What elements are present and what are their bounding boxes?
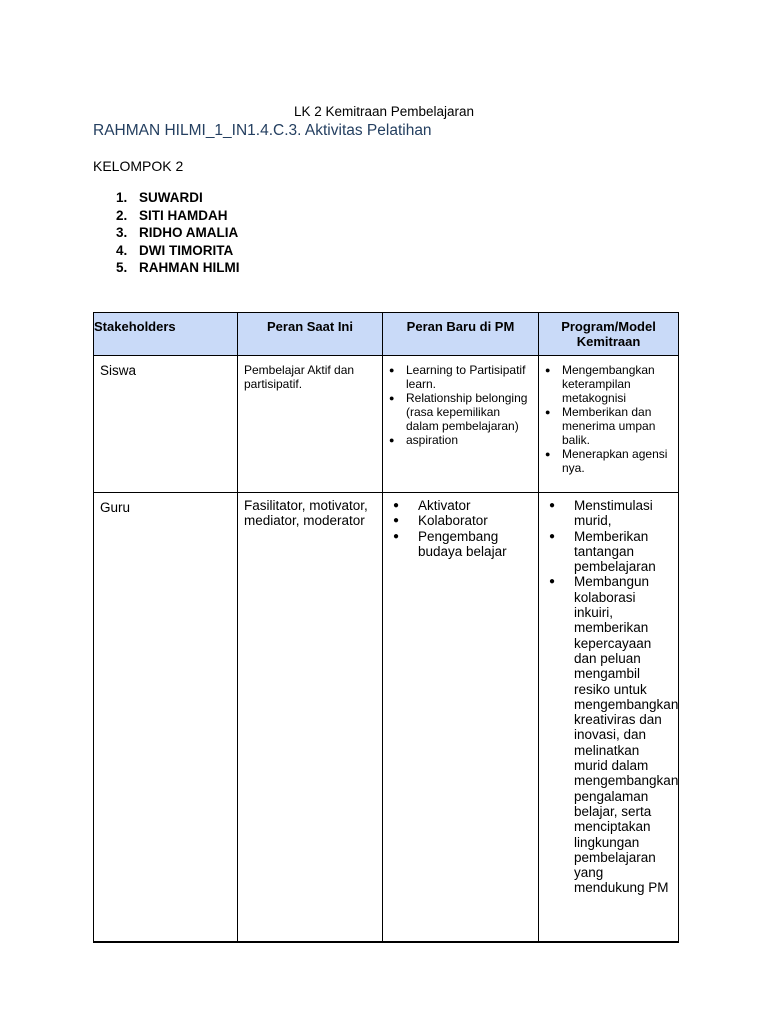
bullet-icon: ● bbox=[389, 365, 395, 375]
list-item-text: aspiration bbox=[406, 433, 459, 447]
bullet-icon: ● bbox=[393, 500, 400, 511]
program-list bbox=[545, 363, 672, 475]
member-name: SUWARDI bbox=[139, 190, 203, 205]
group-label: KELOMPOK 2 bbox=[93, 158, 184, 174]
new-role-cell bbox=[383, 356, 539, 493]
document-subtitle: RAHMAN HILMI_1_IN1.4.C.3. Aktivitas Pelatihan bbox=[93, 122, 432, 139]
member-list bbox=[116, 189, 240, 277]
document-title: LK 2 Kemitraan Pembelajaran bbox=[293, 104, 475, 119]
new-role-cell bbox=[383, 493, 539, 943]
current-role-cell: Pembelajar Aktif dan partisipatif. bbox=[238, 356, 383, 493]
list-item bbox=[389, 498, 532, 513]
member-number: 3. bbox=[116, 225, 128, 241]
list-item bbox=[389, 433, 532, 447]
program-cell bbox=[539, 493, 679, 943]
bullet-icon: ● bbox=[549, 500, 556, 511]
list-item bbox=[389, 529, 532, 560]
new-role-list bbox=[389, 498, 532, 559]
current-role-cell: Fasilitator, motivator, mediator, moderator bbox=[238, 493, 383, 943]
list-item bbox=[545, 405, 672, 447]
stakeholder-cell: Guru bbox=[94, 493, 238, 943]
list-item bbox=[389, 513, 532, 528]
partnership-table bbox=[93, 312, 679, 943]
program-list bbox=[545, 498, 679, 896]
list-item-text: Pengembang budaya belajar bbox=[418, 528, 507, 559]
list-item bbox=[389, 391, 532, 433]
bullet-icon: ● bbox=[393, 530, 400, 542]
list-item-text: Kolaborator bbox=[418, 513, 488, 529]
member-number: 5. bbox=[116, 260, 128, 276]
table-row bbox=[94, 493, 679, 943]
list-item-text: Learning to Partisipatif learn. bbox=[406, 363, 526, 391]
member-item bbox=[116, 207, 240, 225]
member-number: 1. bbox=[116, 190, 128, 205]
list-item-text: Memberikan dan menerima umpan balik. bbox=[562, 405, 656, 447]
member-name: SITI HAMDAH bbox=[139, 207, 228, 223]
header-current-role: Peran Saat Ini bbox=[238, 313, 383, 356]
list-item bbox=[545, 363, 672, 405]
list-item-text: Memberikan tantangan pembelajaran bbox=[574, 528, 656, 575]
program-cell bbox=[539, 356, 679, 493]
member-name: RAHMAN HILMI bbox=[139, 260, 240, 276]
member-name: RIDHO AMALIA bbox=[139, 225, 239, 241]
stakeholder-cell: Siswa bbox=[94, 356, 238, 493]
list-item-text: Menstimulasi murid, bbox=[574, 498, 653, 529]
list-item-text: Relationship belonging (rasa kepemilikan dalam pembelajaran) bbox=[406, 391, 528, 433]
member-item bbox=[116, 259, 240, 277]
table-header-row bbox=[94, 313, 679, 356]
list-item bbox=[545, 574, 679, 896]
list-item-text: Mengembangkan keterampilan metakognisi bbox=[562, 363, 655, 405]
list-item-text: Menerapkan agensi nya. bbox=[562, 447, 668, 475]
member-item bbox=[116, 242, 240, 260]
bullet-icon: ● bbox=[545, 365, 551, 375]
list-item bbox=[545, 529, 672, 575]
table-row bbox=[94, 356, 679, 493]
list-item-text: Membangun kolaborasi inkuiri, memberikan kepercayaan dan peluan mengambil resiko untuk mengembangkan kreativiras dan inovasi, dan melinatkan murid dalam mengembangkan pengalaman belajar, serta menciptakan lingkungan pembelajaran yang mendukung PM bbox=[574, 574, 679, 896]
list-item bbox=[545, 498, 672, 529]
header-stakeholders: Stakeholders bbox=[94, 313, 238, 356]
member-name: DWI TIMORITA bbox=[139, 242, 234, 258]
header-program: Program/Model Kemitraan bbox=[539, 313, 679, 356]
bullet-icon: ● bbox=[549, 530, 556, 542]
member-number: 4. bbox=[116, 242, 128, 258]
bullet-icon: ● bbox=[393, 515, 400, 527]
list-item bbox=[545, 447, 672, 475]
member-number: 2. bbox=[116, 207, 128, 223]
member-item bbox=[116, 224, 240, 242]
header-new-role: Peran Baru di PM bbox=[383, 313, 539, 356]
bullet-icon: ● bbox=[389, 435, 395, 445]
bullet-icon: ● bbox=[389, 393, 395, 403]
new-role-list bbox=[389, 363, 532, 447]
bullet-icon: ● bbox=[545, 449, 551, 459]
list-item-text: Aktivator bbox=[418, 498, 471, 513]
bullet-icon: ● bbox=[549, 576, 556, 588]
bullet-icon: ● bbox=[545, 407, 551, 417]
member-item bbox=[116, 189, 240, 207]
list-item bbox=[389, 363, 532, 391]
